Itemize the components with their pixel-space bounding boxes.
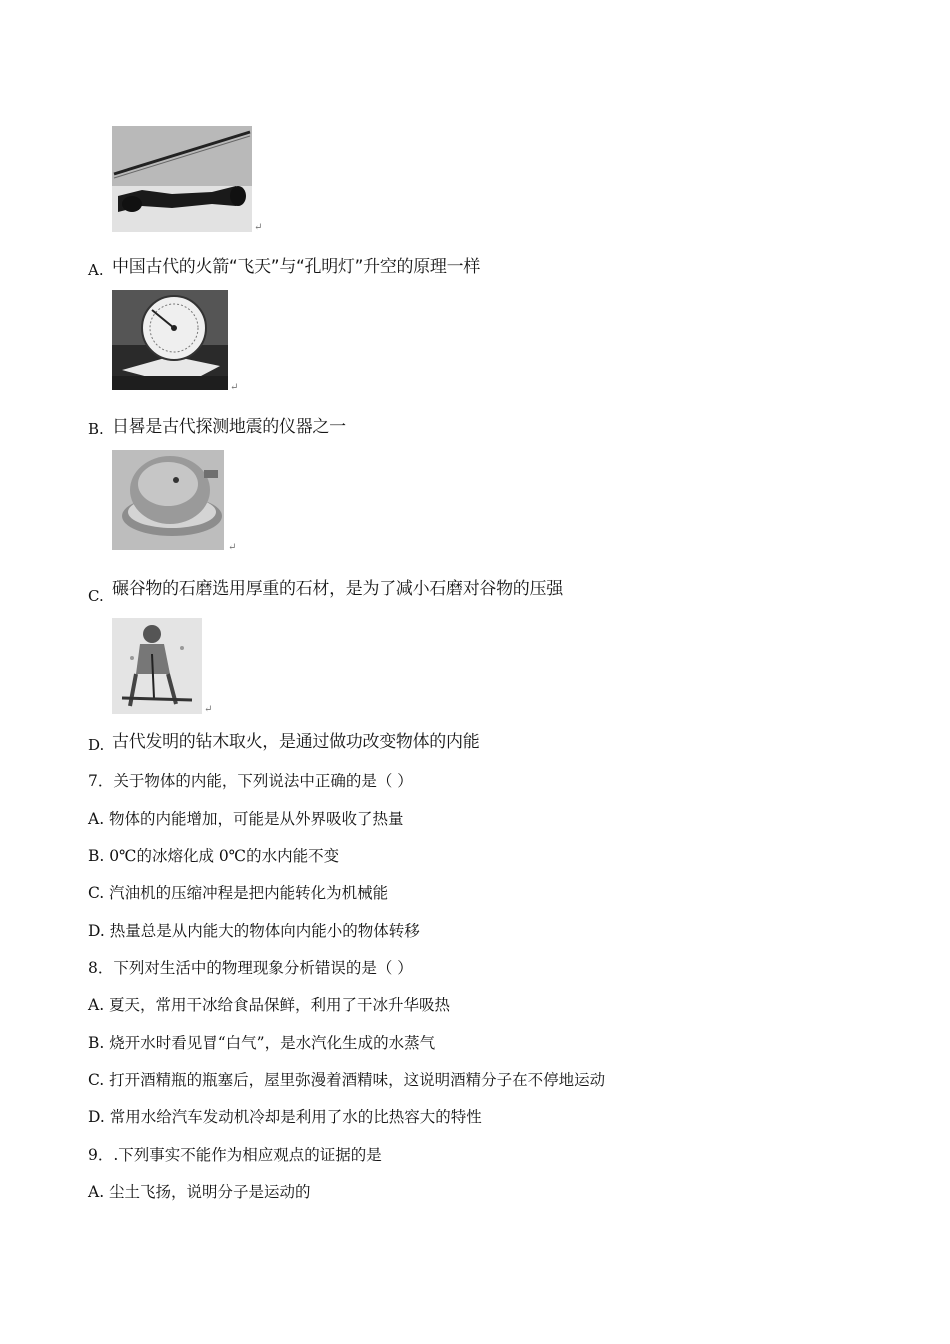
option-a-text: 中国古代的火箭“飞天”与“孔明灯”升空的原理一样 <box>112 257 481 277</box>
sundial-image <box>112 290 228 390</box>
question-8-option-c: C. 打开酒精瓶的瓶塞后，屋里弥漫着酒精味，这说明酒精分子在不停地运动 <box>88 1071 606 1089</box>
question-7-option-c: C. 汽油机的压缩冲程是把内能转化为机械能 <box>88 884 389 902</box>
option-a-letter: A. <box>88 261 104 279</box>
question-8-option-d: D. 常用水给汽车发动机冷却是利用了水的比热容大的特性 <box>88 1108 482 1126</box>
rocket-arrow-image <box>112 126 252 232</box>
option-c-letter: C. <box>88 587 104 605</box>
option-b-text: 日晷是古代探测地震的仪器之一 <box>112 417 346 437</box>
question-7-stem: 7．关于物体的内能，下列说法中正确的是（ ） <box>88 772 413 790</box>
question-9-option-a: A. 尘土飞扬，说明分子是运动的 <box>88 1183 311 1201</box>
option-b-letter: B. <box>88 420 104 438</box>
option-d-letter: D. <box>88 736 105 754</box>
question-7-option-b: B. 0℃的冰熔化成 0℃的水内能不变 <box>88 847 340 865</box>
option-d-text: 古代发明的钻木取火，是通过做功改变物体的内能 <box>112 732 480 752</box>
question-8-stem: 8．下列对生活中的物理现象分析错误的是（ ） <box>88 959 413 977</box>
question-8-option-a: A. 夏天，常用干冰给食品保鲜，利用了干冰升华吸热 <box>88 996 451 1014</box>
question-7-option-d: D. 热量总是从内能大的物体向内能小的物体转移 <box>88 922 420 940</box>
fire-drill-image <box>112 618 202 714</box>
question-7-option-a: A. 物体的内能增加，可能是从外界吸收了热量 <box>88 810 404 828</box>
option-c-text: 碾谷物的石磨选用厚重的石材，是为了减小石磨对谷物的压强 <box>112 579 563 599</box>
stone-mill-image <box>112 450 224 550</box>
question-8-option-b: B. 烧开水时看见冒“白气”，是水汽化生成的水蒸气 <box>88 1034 436 1052</box>
question-9-stem: 9．.下列事实不能作为相应观点的证据的是 <box>88 1146 382 1164</box>
